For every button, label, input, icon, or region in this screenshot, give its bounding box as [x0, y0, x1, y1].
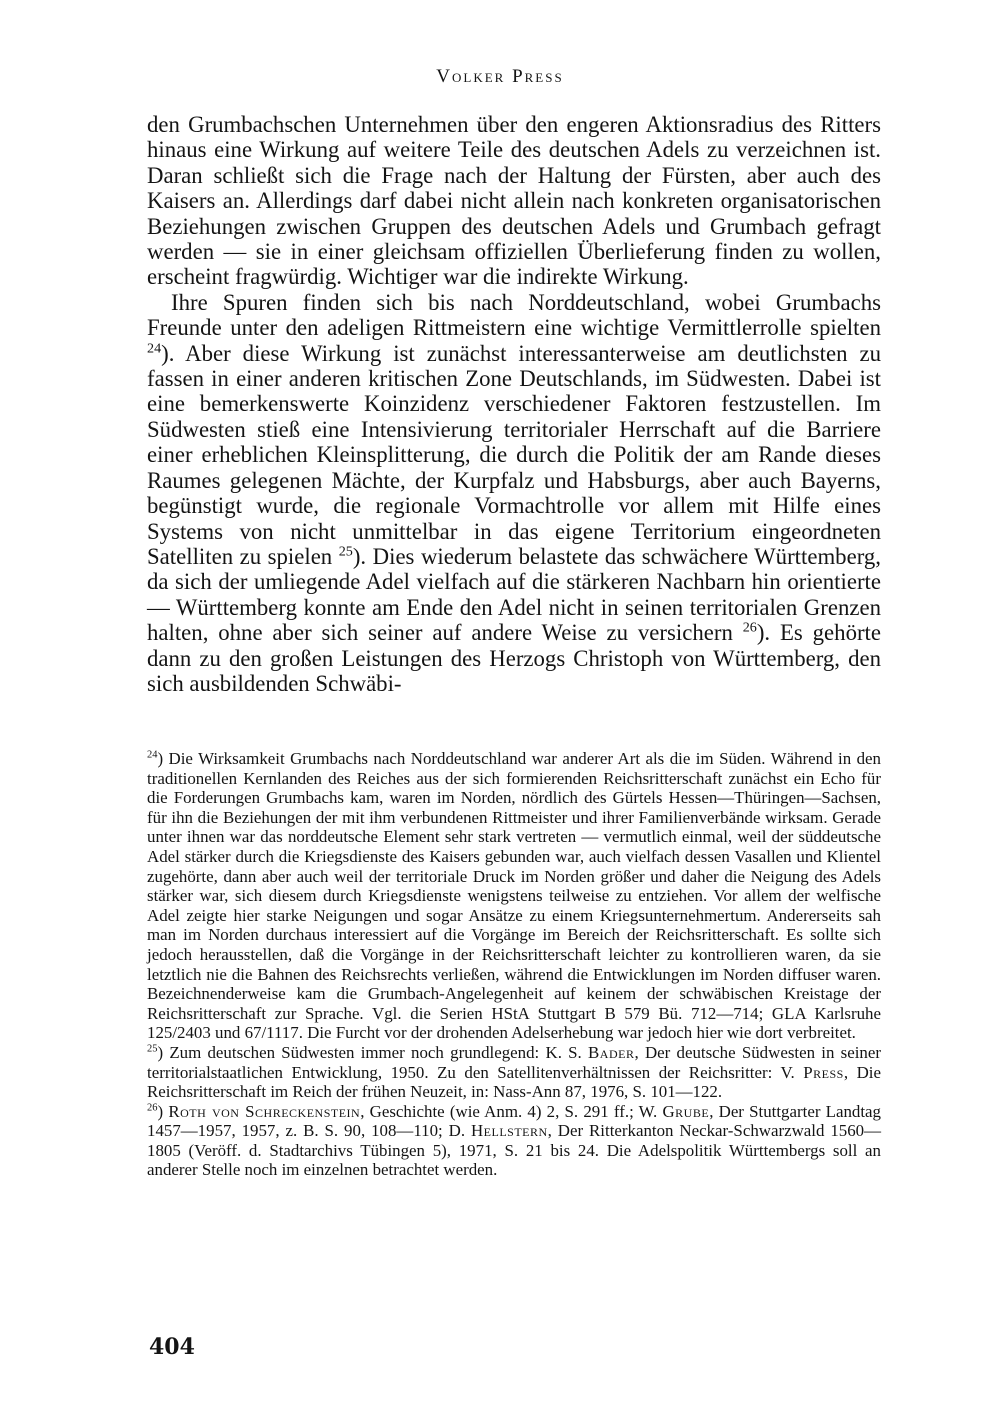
paragraph-1: den Grumbachschen Unternehmen über den engeren Aktionsradius des Ritters hinaus eine Wirkung auf weitere Teile des deutschen Adels zu verzeichnen ist. Daran schließt sich die Frage nach der Haltung der Fürsten, aber auch des Kaisers an. Allerdings darf dabei nicht allein nach konkreten organisatorischen Beziehungen zwischen Gruppen des deutschen Adels und Grumbach gefragt werden — sie in einer gleichsam offiziellen Überlieferung finden zu wollen, erscheint fragwürdig. Wichtiger war die indirekte Wirkung. — [147, 112, 881, 290]
page-number: 404 — [149, 1334, 195, 1360]
footnote-ref-24: 24 — [147, 340, 162, 357]
footnote-ref-25: 25 — [338, 543, 353, 560]
footnote-24-mark: 24 — [147, 749, 158, 761]
paragraph-2 — [147, 290, 881, 697]
footnote-25-text-b: , Der deutsche Südwesten in seiner territorialstaatlichen Entwicklung, 1950. Zu den Satellitenverhältnissen der Reichsritter: V. — [147, 1042, 881, 1082]
footnote-26-author-hellstern: Hellstern — [470, 1121, 548, 1141]
footnote-25 — [147, 1043, 881, 1102]
footnote-ref-26: 26 — [742, 619, 757, 636]
footnote-24 — [147, 749, 881, 1043]
footnote-26-text-d: , Der Ritterkanton Neckar-Schwarzwald 1560—1805 (Veröff. d. Stadtarchivs Tübingen 5), 1971, S. 21 bis 24. Die Adelspolitik Württembergs soll an anderer Stelle noch im einzelnen betrachtet werden. — [147, 1121, 881, 1180]
footnote-24-text: ) Die Wirksamkeit Grumbachs nach Norddeutschland war anderer Art als die im Süden. Während in den traditionellen Kernlanden des Reiches aus der sich formierenden Reichsritterschaft zunächst ein Echo für die Forderungen Grumbachs kam, waren im Norden, nördlich des Gürtels Hessen—Thüringen—Sachsen, für ihn die Beziehungen der mit ihm verbundenen Rittmeister und ihrer Familienverbände wirksam. Gerade unter ihnen war das norddeutsche Element sehr stark vertreten — vermutlich einmal, weil der süddeutsche Adel stärker durch die Kriegsdienste des Kaisers gebunden war, auch vielfach dessen Vasallen und Klientel zugehörte, dann aber auch weil der territoriale Druck im Norden größer und daher die Neigung des Adels stärker war, sich diesem durch Kriegsdienste wenigstens teilweise zu entziehen. Vor allem der welfische Adel zeigte hier starke Neigungen und sogar Ansätze zu einem Kriegsunternehmertum. Andererseits sah man im Norden durchaus interessiert auf die Vorgänge im Bereich der Reichsritterschaft. Es sollte sich jedoch herausstellen, daß die Vorgänge in der Reichsritterschaft leichter zu kontrollieren waren, da sie letztlich nie die Bahnen des Reichsrechts verließen, während die Entwicklungen im Norden diffuser waren. Bezeichnenderweise kam die Grumbach-Angelegenheit auf keinem der schwäbischen Kreistage der Reichsritterschaft zur Sprache. Vgl. die Serien HStA Stuttgart B 579 Bü. 712—714; GLA Karlsruhe 125/2403 und 67/1117. Die Furcht vor der drohenden Adelserhebung war jedoch hier wie dort verbreitet. — [147, 749, 881, 1043]
main-text — [147, 112, 881, 696]
footnote-26-author-roth: Roth von Schreckenstein — [168, 1101, 361, 1121]
footnote-25-mark: 25 — [147, 1043, 158, 1055]
footnote-26 — [147, 1102, 881, 1180]
footnote-26-text-b: , Geschichte (wie Anm. 4) 2, S. 291 ff.; W. — [360, 1101, 663, 1121]
footnotes — [147, 749, 881, 1180]
paragraph-2-part-b: ). Aber diese Wirkung ist zunächst interessanterweise am deutlichsten zu fassen in einer anderen kritischen Zone Deutschlands, im Südwesten. Dabei ist eine bemerkenswerte Koinzidenz verschiedener Faktoren festzustellen. Im Südwesten stieß eine Intensivierung territorialer Herrschaft auf die Barriere einer erheblichen Kleinsplitterung, die durch die Politik der am Rande dieses Raumes gelegenen Mächte, der Kurpfalz und Habsburgs, aber auch Bayerns, begünstigt wurde, die regionale Vormachtrolle vor allem mit Hilfe eines Systems von nicht unmittelbar in das eigene Territorium eingeordneten Satelliten zu spielen — [147, 340, 881, 569]
footnote-26-mark: 26 — [147, 1102, 158, 1114]
paragraph-2-part-d: ). Es gehörte dann zu den großen Leistungen des Herzogs Christoph von Württemberg, den sich ausbildenden Schwäbi- — [147, 620, 882, 696]
paragraph-2-part-c: ). Dies wiederum belastete das schwächere Württemberg, da sich der umliegende Adel vielfach auf die stärkeren Nachbarn hin orientierte — Württemberg konnte am Ende den Adel nicht in seinen territorialen Grenzen halten, ohne aber sich seiner auf andere Weise zu versichern — [147, 543, 881, 646]
footnote-26-text-a: ) — [157, 1101, 169, 1121]
footnote-26-author-grube: Grube — [662, 1101, 710, 1121]
footnote-25-text-c: , Die Reichsritterschaft im Reich der frühen Neuzeit, in: Nass-Ann 87, 1976, S. 101—122. — [147, 1062, 881, 1102]
footnote-25-author-bader: Bader — [588, 1042, 635, 1062]
paragraph-2-part-a: Ihre Spuren finden sich bis nach Norddeutschland, wobei Grumbachs Freunde unter den adeligen Rittmeistern eine wichtige Vermittlerrolle spielten — [147, 289, 881, 341]
footnote-26-text-c: , Der Stuttgarter Landtag 1457—1957, 1957, z. B. S. 90, 108—110; D. — [147, 1101, 881, 1141]
footnote-25-text-a: ) Zum deutschen Südwesten immer noch grundlegend: K. S. — [157, 1042, 589, 1062]
footnote-25-author-press: Press — [803, 1062, 844, 1082]
running-header: Volker Press — [436, 66, 564, 87]
